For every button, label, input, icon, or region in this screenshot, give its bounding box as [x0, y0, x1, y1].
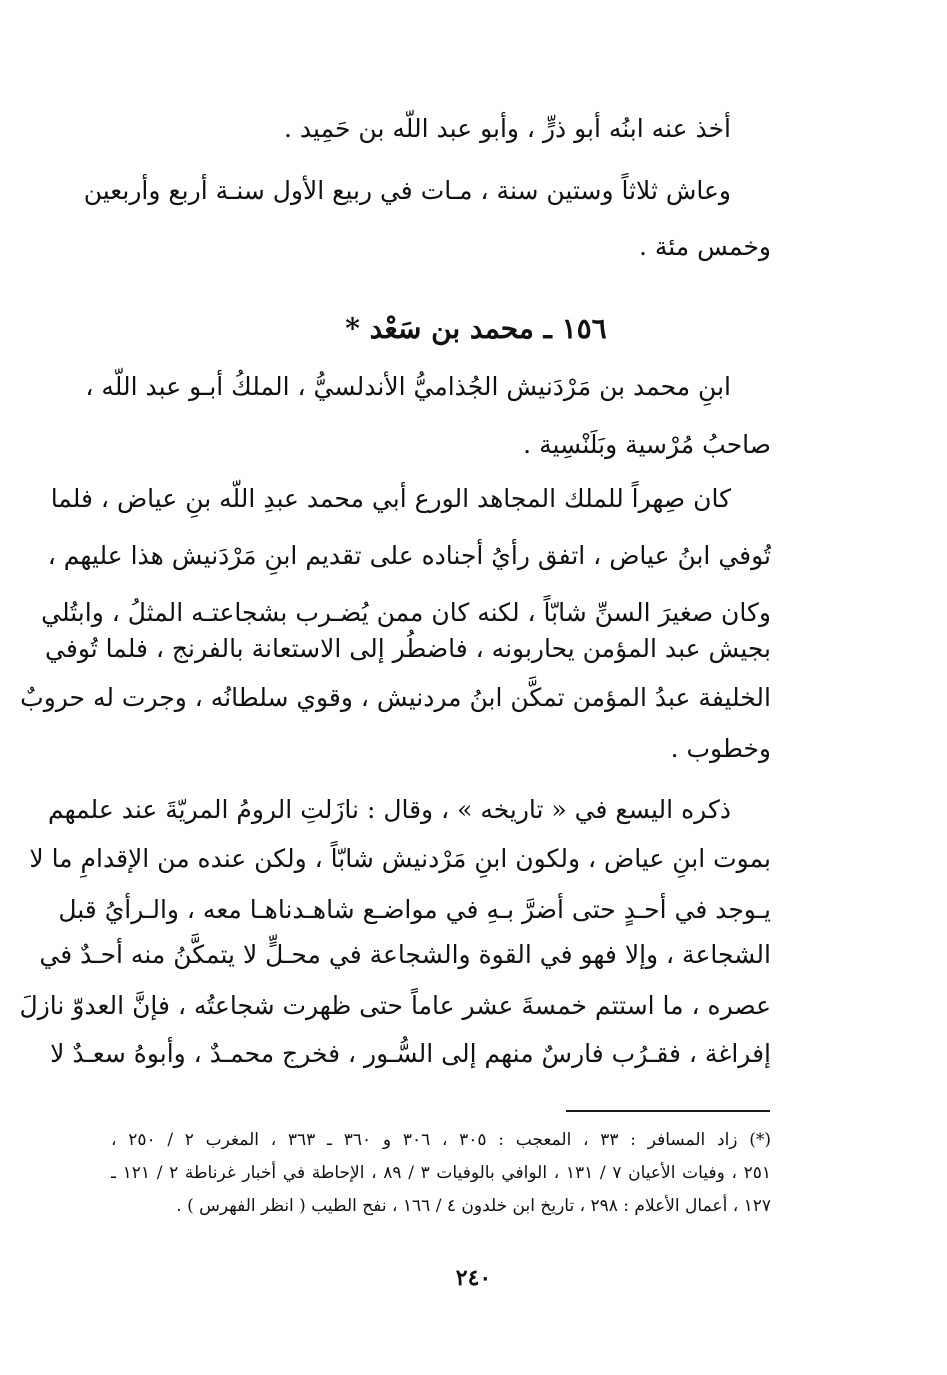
text-line: وكان صغيرَ السنِّ شابّاً ، لكنه كان ممن يُضـرب بشجاعتـه المثلُ ، وابتُلي: [41, 598, 771, 627]
text-line: يـوجد في أحـدٍ حتى أضرَّ بـهِ في مواضـع شاهـدناهـا معه ، والـرأيُ قبل: [58, 895, 771, 924]
text-line: بجيش عبد المؤمن يحاربونه ، فاضطُر إلى الاستعانة بالفرنج ، فلما تُوفي: [45, 634, 771, 663]
footnote-line: ٢٥١ ، وفيات الأعيان ٧ / ١٣١ ، الوافي بالوفيات ٣ / ٨٩ ، الإحاطة في أخبار غرناطة ٢ / ١٢١ ـ: [111, 1163, 771, 1183]
text-line: بموت ابنِ عياض ، ولكون ابنِ مَرْدنيش شابّاً ، ولكن عنده من الإقدامِ ما لا: [29, 844, 771, 873]
text-line: إفراغة ، فقـرُب فارسٌ منهم إلى السُّـور ، فخرج محمـدٌ ، وأبوهُ سعـدٌ لا: [50, 1039, 771, 1068]
text-line: وعاش ثلاثاً وستين سنة ، مـات في ربيع الأول سنـة أربع وأربعين: [83, 176, 731, 205]
text-line: وخمس مئة .: [638, 232, 771, 261]
page-number: ٢٤٠: [455, 1265, 492, 1291]
text-line: صاحبُ مُرْسية وبَلَنْسِية .: [523, 430, 771, 459]
text-line: ابنِ محمد بن مَرْدَنيش الجُذاميُّ الأندلسيُّ ، الملكُ أبـو عبد اللّه ،: [85, 372, 731, 401]
footnote-line: (*) زاد المسافر : ٣٣ ، المعجب : ٣٠٥ ، ٣٠٦ و ٣٦٠ ـ ٣٦٣ ، المغرب ٢ / ٢٥٠ ،: [111, 1130, 771, 1150]
text-line: ذكره اليسع في « تاريخه » ، وقال : نازَلتِ الرومُ المريّةَ عند علمهم: [47, 795, 731, 824]
text-line: عصره ، ما استتم خمسةَ عشر عاماً حتى ظهرت شجاعتُه ، فإنَّ العدوّ نازلَ: [19, 991, 771, 1020]
footnote-separator: [566, 1110, 770, 1112]
footnote-line: ١٢٧ ، أعمال الأعلام : ٢٩٨ ، تاريخ ابن خلدون ٤ / ١٦٦ ، نفح الطيب ( انظر الفهرس ) .: [176, 1196, 771, 1216]
text-line: تُوفي ابنُ عياض ، اتفق رأيُ أجناده على تقديم ابنِ مَرْدَنيش هذا عليهم ،: [47, 541, 771, 570]
text-line: أخذ عنه ابنُه أبو ذرٍّ ، وأبو عبد اللّه بن حَمِيد .: [284, 114, 731, 143]
text-line: الشجاعة ، وإلا فهو في القوة والشجاعة في محـلٍّ لا يتمكَّنُ منه أحـدٌ في: [39, 940, 771, 969]
text-line: وخطوب .: [670, 734, 771, 763]
text-line: الخليفة عبدُ المؤمن تمكَّن ابنُ مردنيش ، وقوي سلطانُه ، وجرت له حروبٌ: [20, 683, 771, 712]
entry-heading: ١٥٦ ـ محمد بن سَعْد *: [345, 312, 607, 345]
text-line: كان صِهراً للملك المجاهد الورع أبي محمد عبدِ اللّه بنِ عياض ، فلما: [50, 484, 731, 513]
